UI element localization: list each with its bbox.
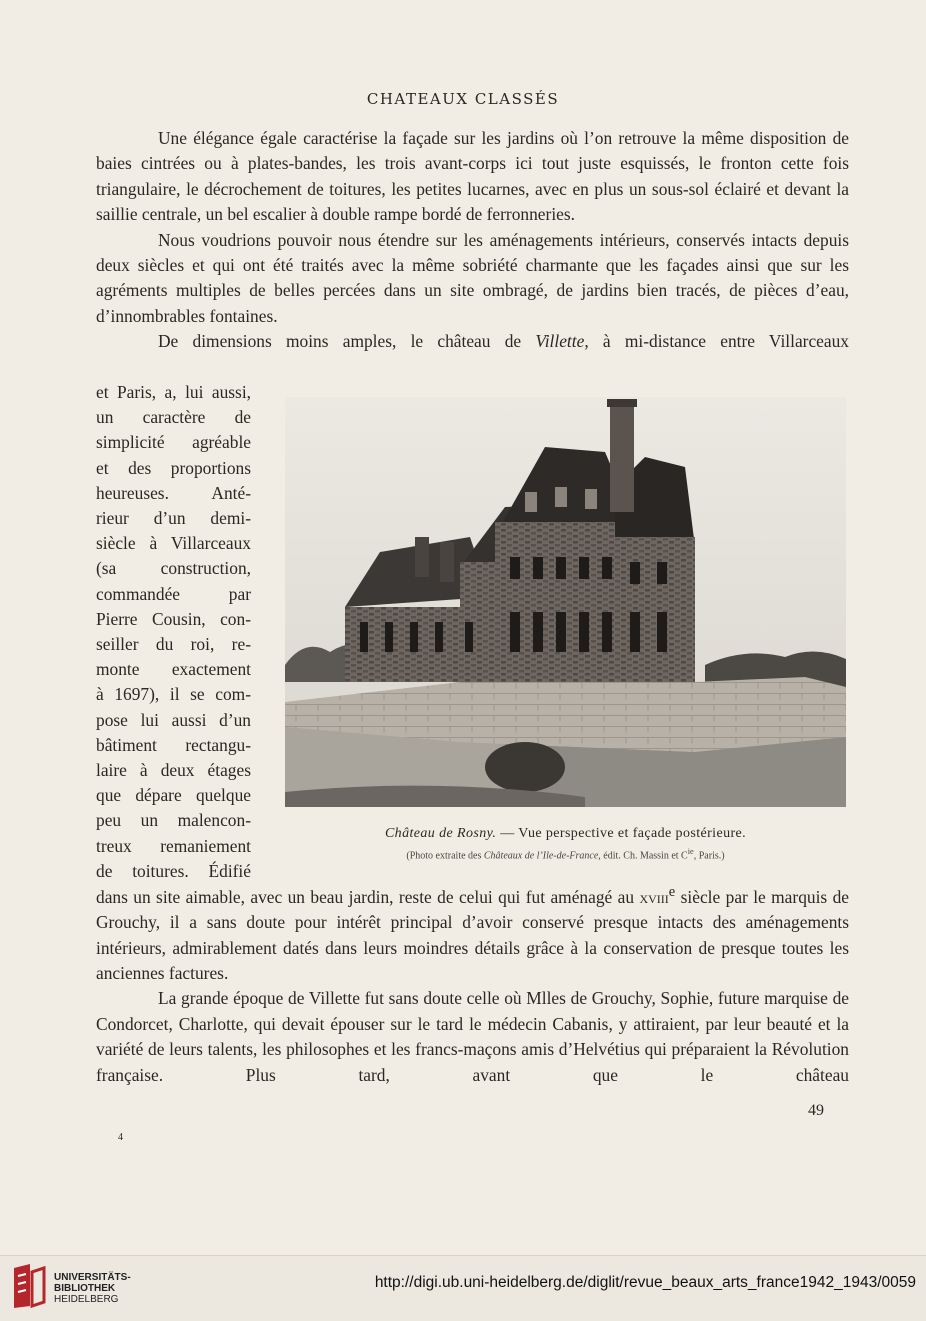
- p3-cont-a: dans un site aimable, avec un beau jardin, reste de celui qui fut aménagé au: [96, 886, 635, 907]
- narrow-column-line: rieur d’un demi-: [96, 508, 251, 529]
- paragraph-3-continued: [96, 880, 849, 986]
- narrow-column-line: seiller du roi, re-: [96, 634, 251, 655]
- library-name-line-2: BIBLIOTHEK: [54, 1283, 116, 1294]
- library-logo-icon: [10, 1262, 48, 1316]
- credit-tail: , Paris.): [693, 850, 725, 862]
- running-title: CHATEAUX CLASSÉS: [366, 90, 560, 108]
- narrow-column-line: et Paris, a, lui aussi,: [96, 382, 251, 402]
- chateau-illustration: [285, 397, 846, 807]
- narrow-column-line: que dépare quelque: [96, 785, 251, 806]
- narrow-column-line: siècle à Villarceaux: [96, 533, 251, 554]
- narrow-column-line: à 1697), il se com-: [96, 684, 251, 705]
- signature-mark: 4: [118, 1132, 123, 1143]
- century-sup: e: [668, 884, 676, 900]
- narrow-column-line: de toitures. Édifié: [96, 860, 251, 881]
- narrow-column-line: Pierre Cousin, con-: [96, 608, 251, 629]
- narrow-column-line: simplicité agréable: [96, 432, 251, 453]
- narrow-column-line: (sa construction,: [96, 558, 251, 579]
- page-number: 49: [808, 1102, 824, 1119]
- credit-sup: ie: [687, 847, 694, 856]
- figure-caption: [285, 826, 846, 842]
- narrow-column-line: un caractère de: [96, 407, 251, 428]
- narrow-column-line: et des proportions: [96, 457, 251, 478]
- narrow-column-line: monte exactement: [96, 659, 251, 680]
- paragraph-4: La grande époque de Villette fut sans doute celle où Mlles de Grouchy, Sophie, future marquise de Condorcet, Charlotte, qui devait épouser sur le tard le médecin Cabanis, y attiraient, par leur beauté et la variété de leurs talents, les philosophes et les francs-maçons amis d’Helvétius qui préparaient la Révolution française. Plus tard, avant que le château: [96, 988, 849, 1085]
- figure-credit: [285, 847, 846, 861]
- library-name-line-1: UNIVERSITÄTS-: [54, 1272, 131, 1283]
- p3-end: à mi-distance entre Villarceaux: [602, 331, 849, 352]
- paragraph-2: Nous voudrions pouvoir nous étendre sur les aménagements intérieurs, conservés intacts depuis deux siècles et qui ont été traités avec la même sobriété charmante que les façades ainsi que sur les agréments multiples de belles percées dans un site ombragé, de jardins bien tracés, de pièces d’eau, d’innombrables fontaines.: [96, 229, 849, 326]
- narrow-column-line: commandée par: [96, 583, 251, 604]
- paragraph-3-opening: [96, 329, 849, 354]
- text-block-top: [96, 126, 849, 355]
- library-name: [54, 1272, 131, 1305]
- narrow-column-line: pose lui aussi d’un: [96, 709, 251, 730]
- library-name-line-3: HEIDELBERG: [54, 1294, 119, 1305]
- narrow-column-line: bâtiment rectangu-: [96, 734, 251, 755]
- credit-start: (Photo extraite des: [406, 850, 482, 862]
- caption-description: — Vue perspective et façade postérieure.: [500, 826, 747, 841]
- narrow-column-line: treux remaniement: [96, 835, 251, 856]
- p3-start: De dimensions moins amples, le château de: [158, 331, 522, 352]
- p3-cont-b: siècle par le marquis de Grouchy, il a sans doute pour intérêt principal d’avoir conservé presque intacts des aménagements intérieurs, admirablement datés dans leurs moindres détails grâce à la conservation de presque toutes les anciennes factures.: [96, 886, 849, 984]
- caption-title: Château de Rosny.: [384, 826, 497, 841]
- library-footer: [0, 1255, 926, 1321]
- credit-source: Châteaux de l’Ile-de-France,: [483, 850, 601, 862]
- century-numeral: xviii: [639, 886, 669, 907]
- narrow-column-line: peu un malencon-: [96, 810, 251, 831]
- villette-italic: Villette,: [535, 331, 589, 352]
- narrow-text-column: [96, 380, 251, 884]
- source-url-link[interactable]: http://digi.ub.uni-heidelberg.de/diglit/revue_beaux_arts_france1942_1943/0059: [374, 1274, 916, 1291]
- chateau-photograph: [285, 397, 846, 807]
- credit-publisher: édit. Ch. Massin et C: [603, 850, 688, 862]
- narrow-column-line: laire à deux étages: [96, 760, 251, 781]
- paragraph-1: Une élégance égale caractérise la façade sur les jardins où l’on retrouve la même disposition de baies cintrées ou à plates-bandes, les trois avant-corps ici tout juste esquissés, le fronton cette fois triangulaire, le décrochement de toitures, les petites lucarnes, avec en plus un sous-sol éclairé et devant la saillie centrale, un bel escalier à double rampe bordé de ferronneries.: [96, 128, 849, 225]
- narrow-column-line: heureuses. Anté-: [96, 482, 251, 503]
- text-block-bottom: [96, 880, 849, 1088]
